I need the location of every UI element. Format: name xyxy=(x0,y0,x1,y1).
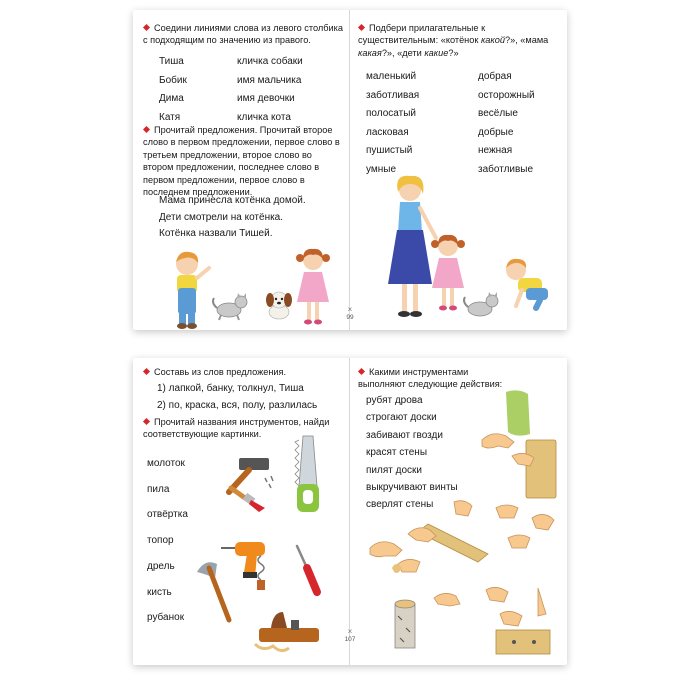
list-item: кличка кота xyxy=(237,111,291,123)
boy-icon xyxy=(167,250,213,330)
meanings-column xyxy=(237,53,303,127)
page-99-left xyxy=(133,10,349,330)
list-item: кисть xyxy=(147,586,172,598)
list-item: Дима xyxy=(159,93,184,104)
list-item: строгают доски xyxy=(366,412,437,424)
list-item: добрая xyxy=(478,71,512,82)
puppy-icon xyxy=(261,288,297,322)
page-107-right xyxy=(350,358,567,665)
page-number: × 99 xyxy=(340,306,360,321)
list-item: 1) лапкой, банку, толкнул, Тиша xyxy=(157,383,304,394)
sentence: Дети смотрели на котёнка. xyxy=(159,211,284,223)
task-read-sentences xyxy=(143,124,343,198)
list-item: осторожный xyxy=(478,89,535,101)
bullet-icon xyxy=(358,24,365,31)
list-item: Тиша xyxy=(159,56,184,67)
bullet-icon xyxy=(143,24,150,31)
hand-icon xyxy=(478,416,566,500)
list-item: заботливые xyxy=(478,163,534,175)
list-item: пила xyxy=(147,483,170,495)
list-item: добрые xyxy=(478,126,514,138)
list-item: красят стены xyxy=(366,447,428,459)
list-item: выкручивают винты xyxy=(366,482,458,494)
task-tool-names: Прочитай названия инструментов, найди соответствующие картинки. xyxy=(143,417,330,440)
list-item: кличка собаки xyxy=(237,56,303,67)
boy-icon xyxy=(500,256,556,312)
task-text: Прочитай предложения. Прочитай второе слово в первом предложении, первое слово в третьем предложении, второе слово во втором предложении, последнее слово в первом предложении, первое слово в последнем предложении. xyxy=(143,125,340,198)
axe-icon xyxy=(193,558,237,624)
girl-icon xyxy=(293,246,333,330)
bullet-icon xyxy=(143,418,150,425)
hand-icon xyxy=(368,498,564,594)
sentence: Котёнка назвали Тишей. xyxy=(159,228,273,239)
list-item: дрель xyxy=(147,560,175,572)
brush-icon xyxy=(225,480,271,514)
word-sets xyxy=(157,380,317,414)
bullet-icon xyxy=(358,368,365,375)
page-number: × 107 xyxy=(340,628,360,643)
list-item: рубят дрова xyxy=(366,395,423,406)
list-item: Бобик xyxy=(159,74,187,86)
task-text: Соедини линиями слова из левого столбика с подходящим по значению из правого. xyxy=(143,23,343,46)
list-item: молоток xyxy=(147,458,185,469)
task-match-names xyxy=(143,22,343,47)
screwdriver-icon xyxy=(251,554,271,594)
list-item: 2) по, краска, вся, полу, разлилась xyxy=(157,400,318,411)
list-item: весёлые xyxy=(478,108,518,119)
list-item: отвёртка xyxy=(147,509,188,521)
task-adjectives: Подбери прилагательные к существительным: «котёнок какой?», «мама какая?», «дети какие?» xyxy=(358,23,549,58)
list-item: забивают гвозди xyxy=(366,429,443,441)
names-column xyxy=(159,53,187,127)
list-item: ласковая xyxy=(366,126,409,138)
list-item: сверлят стены xyxy=(366,499,434,511)
sentences xyxy=(159,193,306,243)
list-item: нежная xyxy=(478,145,513,156)
bottom-spread xyxy=(133,358,567,665)
list-item: Катя xyxy=(159,111,181,123)
list-item: рубанок xyxy=(147,612,185,624)
tool-names xyxy=(147,451,188,631)
list-item: имя мальчика xyxy=(237,74,302,86)
sentence: Мама принесла котёнка домой. xyxy=(159,195,306,206)
list-item: пилят доски xyxy=(366,464,422,476)
task-compose-sentences: Составь из слов предложения. xyxy=(143,366,343,378)
fold-mark-icon: × xyxy=(347,305,353,314)
list-item: заботливая xyxy=(366,89,420,101)
actions-list xyxy=(366,392,458,514)
list-item: полосатый xyxy=(366,108,416,119)
page-107-left xyxy=(133,358,349,665)
kitten-icon xyxy=(462,292,502,320)
list-item: маленький xyxy=(366,71,417,82)
task-tool-actions: Какими инструментами выполняют следующие действия: xyxy=(358,367,503,390)
list-item: пушистый xyxy=(366,145,413,156)
bullet-icon xyxy=(143,126,150,133)
top-spread xyxy=(133,10,567,330)
saw-icon xyxy=(291,434,331,516)
fold-mark-icon: × xyxy=(347,627,353,636)
page-99-right xyxy=(350,10,567,330)
list-item: топор xyxy=(147,535,174,547)
adjectives-right xyxy=(478,68,535,179)
log-icon xyxy=(392,596,418,652)
list-item: имя девочки xyxy=(237,93,295,104)
list-item: умные xyxy=(366,163,397,175)
adjectives-left xyxy=(366,68,419,179)
kitten-icon xyxy=(211,293,251,321)
board-icon xyxy=(430,584,564,660)
plane-icon xyxy=(253,606,329,656)
bullet-icon xyxy=(143,368,150,375)
screwdriver-icon xyxy=(287,542,327,598)
